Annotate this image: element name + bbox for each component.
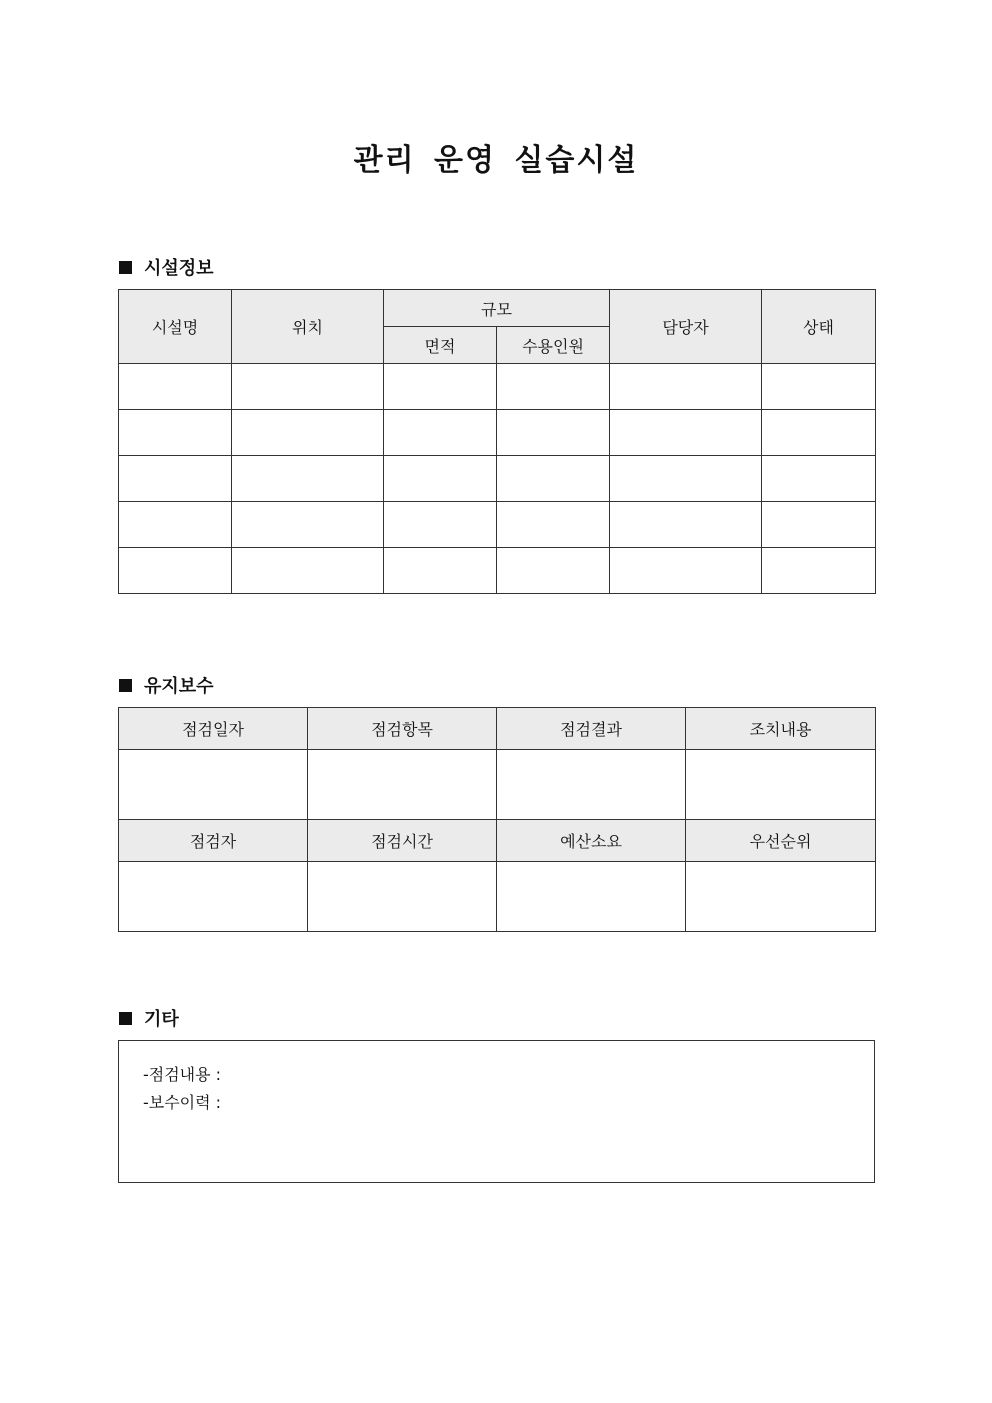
table-cell[interactable] — [497, 456, 610, 502]
table-cell[interactable] — [497, 548, 610, 594]
table-row — [119, 548, 876, 594]
header-capacity: 수용인원 — [497, 327, 610, 364]
facility-info-table — [118, 289, 876, 594]
etc-heading — [119, 1005, 179, 1031]
table-cell[interactable] — [610, 410, 762, 456]
table-cell[interactable] — [497, 502, 610, 548]
table-cell[interactable] — [119, 502, 232, 548]
table-row — [119, 502, 876, 548]
header-inspection-result: 점검결과 — [497, 708, 686, 750]
header-facility-name: 시설명 — [119, 290, 232, 364]
etc-heading-label: 기타 — [144, 1009, 179, 1030]
table-cell[interactable] — [119, 750, 308, 820]
square-bullet-icon — [119, 261, 132, 274]
table-cell[interactable] — [308, 750, 497, 820]
facility-info-heading-label: 시설정보 — [144, 258, 214, 279]
table-cell[interactable] — [686, 862, 876, 932]
table-cell[interactable] — [610, 364, 762, 410]
table-cell[interactable] — [497, 410, 610, 456]
table-cell[interactable] — [762, 456, 876, 502]
table-cell[interactable] — [384, 502, 497, 548]
table-cell[interactable] — [232, 364, 384, 410]
table-cell[interactable] — [232, 502, 384, 548]
table-cell[interactable] — [384, 548, 497, 594]
table-cell[interactable] — [762, 410, 876, 456]
header-budget: 예산소요 — [497, 820, 686, 862]
table-cell[interactable] — [497, 750, 686, 820]
table-cell[interactable] — [232, 456, 384, 502]
header-inspection-item: 점검항목 — [308, 708, 497, 750]
document-title: 관리 운영 실습시설 — [353, 143, 639, 178]
table-cell[interactable] — [232, 548, 384, 594]
header-action-taken: 조치내용 — [686, 708, 876, 750]
table-row — [119, 750, 876, 820]
table-row — [119, 862, 876, 932]
table-cell[interactable] — [384, 456, 497, 502]
table-cell[interactable] — [762, 502, 876, 548]
table-cell[interactable] — [232, 410, 384, 456]
maintenance-heading — [119, 672, 214, 698]
inspection-content-label: -점검내용 : — [143, 1065, 222, 1084]
table-cell[interactable] — [762, 364, 876, 410]
header-location: 위치 — [232, 290, 384, 364]
table-cell[interactable] — [119, 364, 232, 410]
table-cell[interactable] — [384, 364, 497, 410]
facility-info-heading — [119, 254, 214, 280]
etc-notes-box[interactable] — [118, 1040, 875, 1183]
table-cell[interactable] — [686, 750, 876, 820]
table-cell[interactable] — [610, 502, 762, 548]
header-priority: 우선순위 — [686, 820, 876, 862]
header-status: 상태 — [762, 290, 876, 364]
table-cell[interactable] — [610, 548, 762, 594]
table-cell[interactable] — [610, 456, 762, 502]
table-row — [119, 410, 876, 456]
table-cell[interactable] — [119, 862, 308, 932]
table-cell[interactable] — [762, 548, 876, 594]
table-cell[interactable] — [384, 410, 497, 456]
square-bullet-icon — [119, 1012, 132, 1025]
table-row — [119, 456, 876, 502]
header-area: 면적 — [384, 327, 497, 364]
maintenance-table — [118, 707, 876, 932]
header-inspection-date: 점검일자 — [119, 708, 308, 750]
table-cell[interactable] — [497, 364, 610, 410]
header-scale: 규모 — [384, 290, 610, 327]
table-cell[interactable] — [308, 862, 497, 932]
table-cell[interactable] — [119, 548, 232, 594]
repair-history-label: -보수이력 : — [143, 1093, 222, 1112]
maintenance-heading-label: 유지보수 — [144, 676, 214, 697]
header-manager: 담당자 — [610, 290, 762, 364]
square-bullet-icon — [119, 679, 132, 692]
table-row — [119, 364, 876, 410]
header-inspector: 점검자 — [119, 820, 308, 862]
table-cell[interactable] — [119, 410, 232, 456]
header-inspection-time: 점검시간 — [308, 820, 497, 862]
table-cell[interactable] — [119, 456, 232, 502]
table-cell[interactable] — [497, 862, 686, 932]
